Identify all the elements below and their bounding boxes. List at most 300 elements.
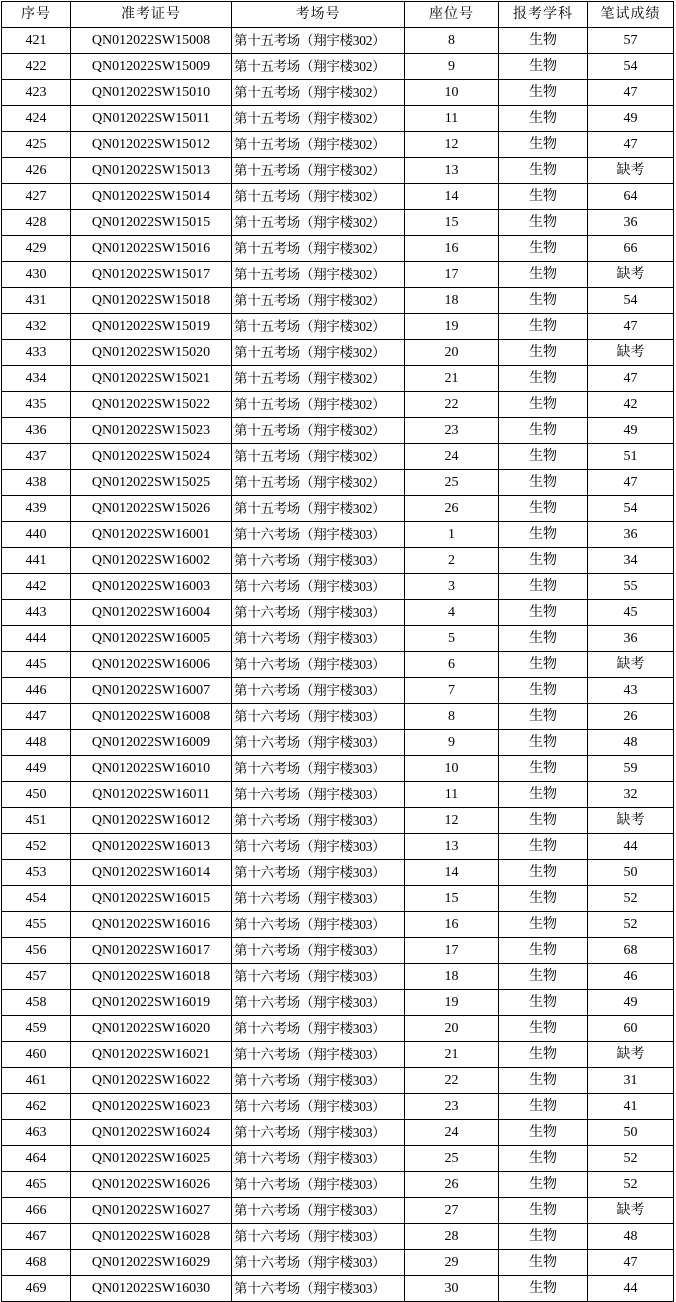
table-row xyxy=(2,392,674,418)
cell-subject: 生物 xyxy=(499,1250,588,1276)
cell-score: 44 xyxy=(588,834,674,860)
cell-room: 第十五考场（翔宇楼302） xyxy=(232,80,405,106)
cell-score: 缺考 xyxy=(588,262,674,288)
cell-score: 60 xyxy=(588,1016,674,1042)
table-row xyxy=(2,28,674,54)
table-row xyxy=(2,652,674,678)
cell-room: 第十六考场（翔宇楼303） xyxy=(232,912,405,938)
cell-serial: 446 xyxy=(2,678,71,704)
cell-score: 42 xyxy=(588,392,674,418)
cell-subject: 生物 xyxy=(499,912,588,938)
cell-subject: 生物 xyxy=(499,288,588,314)
cell-seat: 13 xyxy=(405,834,499,860)
table-row xyxy=(2,496,674,522)
cell-serial: 422 xyxy=(2,54,71,80)
cell-seat: 28 xyxy=(405,1224,499,1250)
cell-seat: 20 xyxy=(405,1016,499,1042)
cell-serial: 449 xyxy=(2,756,71,782)
cell-subject: 生物 xyxy=(499,470,588,496)
cell-room: 第十六考场（翔宇楼303） xyxy=(232,1146,405,1172)
table-row xyxy=(2,808,674,834)
cell-ticket: QN012022SW15011 xyxy=(71,106,232,132)
table-row xyxy=(2,938,674,964)
cell-score: 44 xyxy=(588,1276,674,1302)
table-row xyxy=(2,1198,674,1224)
cell-ticket: QN012022SW16016 xyxy=(71,912,232,938)
cell-seat: 10 xyxy=(405,80,499,106)
cell-serial: 443 xyxy=(2,600,71,626)
cell-seat: 22 xyxy=(405,392,499,418)
table-row xyxy=(2,834,674,860)
cell-score: 51 xyxy=(588,444,674,470)
cell-ticket: QN012022SW15017 xyxy=(71,262,232,288)
table-row xyxy=(2,990,674,1016)
table-row xyxy=(2,678,674,704)
table-row xyxy=(2,340,674,366)
cell-serial: 458 xyxy=(2,990,71,1016)
cell-seat: 25 xyxy=(405,470,499,496)
cell-seat: 23 xyxy=(405,418,499,444)
cell-ticket: QN012022SW16001 xyxy=(71,522,232,548)
cell-room: 第十六考场（翔宇楼303） xyxy=(232,704,405,730)
cell-ticket: QN012022SW16007 xyxy=(71,678,232,704)
table-row xyxy=(2,1146,674,1172)
cell-seat: 16 xyxy=(405,236,499,262)
cell-subject: 生物 xyxy=(499,678,588,704)
cell-score: 26 xyxy=(588,704,674,730)
cell-seat: 4 xyxy=(405,600,499,626)
cell-ticket: QN012022SW15026 xyxy=(71,496,232,522)
cell-subject: 生物 xyxy=(499,522,588,548)
cell-ticket: QN012022SW16019 xyxy=(71,990,232,1016)
cell-serial: 425 xyxy=(2,132,71,158)
cell-score: 32 xyxy=(588,782,674,808)
cell-serial: 468 xyxy=(2,1250,71,1276)
cell-subject: 生物 xyxy=(499,418,588,444)
cell-seat: 19 xyxy=(405,990,499,1016)
cell-subject: 生物 xyxy=(499,1198,588,1224)
cell-ticket: QN012022SW16027 xyxy=(71,1198,232,1224)
cell-room: 第十五考场（翔宇楼302） xyxy=(232,288,405,314)
header-row xyxy=(2,2,674,28)
cell-ticket: QN012022SW16015 xyxy=(71,886,232,912)
cell-seat: 26 xyxy=(405,1172,499,1198)
cell-serial: 445 xyxy=(2,652,71,678)
table-row xyxy=(2,470,674,496)
cell-serial: 434 xyxy=(2,366,71,392)
cell-subject: 生物 xyxy=(499,730,588,756)
cell-score: 缺考 xyxy=(588,158,674,184)
cell-room: 第十六考场（翔宇楼303） xyxy=(232,808,405,834)
cell-ticket: QN012022SW15020 xyxy=(71,340,232,366)
cell-ticket: QN012022SW15016 xyxy=(71,236,232,262)
cell-score: 47 xyxy=(588,132,674,158)
cell-ticket: QN012022SW15021 xyxy=(71,366,232,392)
cell-ticket: QN012022SW15015 xyxy=(71,210,232,236)
table-row xyxy=(2,886,674,912)
cell-room: 第十五考场（翔宇楼302） xyxy=(232,366,405,392)
cell-score: 47 xyxy=(588,366,674,392)
table-row xyxy=(2,158,674,184)
cell-serial: 465 xyxy=(2,1172,71,1198)
cell-score: 34 xyxy=(588,548,674,574)
cell-seat: 25 xyxy=(405,1146,499,1172)
cell-serial: 452 xyxy=(2,834,71,860)
cell-subject: 生物 xyxy=(499,262,588,288)
cell-room: 第十五考场（翔宇楼302） xyxy=(232,236,405,262)
table-row xyxy=(2,860,674,886)
cell-ticket: QN012022SW16024 xyxy=(71,1120,232,1146)
cell-room: 第十六考场（翔宇楼303） xyxy=(232,782,405,808)
cell-room: 第十六考场（翔宇楼303） xyxy=(232,1198,405,1224)
cell-seat: 20 xyxy=(405,340,499,366)
cell-serial: 469 xyxy=(2,1276,71,1302)
cell-room: 第十五考场（翔宇楼302） xyxy=(232,184,405,210)
cell-serial: 426 xyxy=(2,158,71,184)
cell-subject: 生物 xyxy=(499,600,588,626)
cell-seat: 30 xyxy=(405,1276,499,1302)
cell-subject: 生物 xyxy=(499,990,588,1016)
table-row xyxy=(2,964,674,990)
cell-subject: 生物 xyxy=(499,964,588,990)
cell-serial: 461 xyxy=(2,1068,71,1094)
cell-room: 第十五考场（翔宇楼302） xyxy=(232,340,405,366)
cell-score: 59 xyxy=(588,756,674,782)
cell-ticket: QN012022SW16003 xyxy=(71,574,232,600)
cell-serial: 459 xyxy=(2,1016,71,1042)
cell-seat: 26 xyxy=(405,496,499,522)
cell-serial: 438 xyxy=(2,470,71,496)
table-row xyxy=(2,54,674,80)
cell-subject: 生物 xyxy=(499,548,588,574)
table-row xyxy=(2,756,674,782)
cell-score: 45 xyxy=(588,600,674,626)
cell-ticket: QN012022SW16017 xyxy=(71,938,232,964)
cell-seat: 2 xyxy=(405,548,499,574)
cell-seat: 21 xyxy=(405,366,499,392)
cell-subject: 生物 xyxy=(499,106,588,132)
cell-subject: 生物 xyxy=(499,1120,588,1146)
cell-room: 第十六考场（翔宇楼303） xyxy=(232,860,405,886)
cell-score: 47 xyxy=(588,470,674,496)
cell-serial: 450 xyxy=(2,782,71,808)
table-row xyxy=(2,1224,674,1250)
cell-ticket: QN012022SW16026 xyxy=(71,1172,232,1198)
cell-seat: 8 xyxy=(405,28,499,54)
cell-serial: 440 xyxy=(2,522,71,548)
cell-serial: 428 xyxy=(2,210,71,236)
table-body xyxy=(2,28,674,1302)
cell-ticket: QN012022SW15023 xyxy=(71,418,232,444)
cell-ticket: QN012022SW15019 xyxy=(71,314,232,340)
cell-seat: 12 xyxy=(405,808,499,834)
cell-score: 66 xyxy=(588,236,674,262)
cell-room: 第十六考场（翔宇楼303） xyxy=(232,1172,405,1198)
cell-subject: 生物 xyxy=(499,132,588,158)
cell-subject: 生物 xyxy=(499,158,588,184)
cell-seat: 23 xyxy=(405,1094,499,1120)
cell-score: 52 xyxy=(588,912,674,938)
cell-seat: 14 xyxy=(405,860,499,886)
table-row xyxy=(2,418,674,444)
cell-serial: 453 xyxy=(2,860,71,886)
cell-score: 54 xyxy=(588,288,674,314)
cell-room: 第十五考场（翔宇楼302） xyxy=(232,28,405,54)
cell-score: 31 xyxy=(588,1068,674,1094)
cell-score: 缺考 xyxy=(588,808,674,834)
cell-room: 第十六考场（翔宇楼303） xyxy=(232,834,405,860)
cell-serial: 462 xyxy=(2,1094,71,1120)
cell-ticket: QN012022SW15013 xyxy=(71,158,232,184)
cell-score: 36 xyxy=(588,522,674,548)
cell-room: 第十六考场（翔宇楼303） xyxy=(232,600,405,626)
cell-score: 55 xyxy=(588,574,674,600)
cell-subject: 生物 xyxy=(499,834,588,860)
cell-score: 47 xyxy=(588,314,674,340)
cell-room: 第十六考场（翔宇楼303） xyxy=(232,678,405,704)
cell-ticket: QN012022SW16025 xyxy=(71,1146,232,1172)
cell-score: 49 xyxy=(588,418,674,444)
cell-room: 第十五考场（翔宇楼302） xyxy=(232,418,405,444)
cell-subject: 生物 xyxy=(499,184,588,210)
cell-ticket: QN012022SW16022 xyxy=(71,1068,232,1094)
table-row xyxy=(2,288,674,314)
table-row xyxy=(2,1094,674,1120)
cell-room: 第十五考场（翔宇楼302） xyxy=(232,54,405,80)
table-row xyxy=(2,1172,674,1198)
cell-seat: 11 xyxy=(405,782,499,808)
cell-room: 第十六考场（翔宇楼303） xyxy=(232,1016,405,1042)
cell-score: 54 xyxy=(588,496,674,522)
cell-serial: 460 xyxy=(2,1042,71,1068)
cell-seat: 15 xyxy=(405,886,499,912)
cell-score: 52 xyxy=(588,1172,674,1198)
cell-seat: 15 xyxy=(405,210,499,236)
cell-subject: 生物 xyxy=(499,1016,588,1042)
table-row xyxy=(2,626,674,652)
cell-score: 57 xyxy=(588,28,674,54)
cell-ticket: QN012022SW16012 xyxy=(71,808,232,834)
cell-room: 第十六考场（翔宇楼303） xyxy=(232,886,405,912)
cell-seat: 8 xyxy=(405,704,499,730)
cell-serial: 439 xyxy=(2,496,71,522)
cell-subject: 生物 xyxy=(499,366,588,392)
cell-score: 64 xyxy=(588,184,674,210)
table-row xyxy=(2,912,674,938)
cell-ticket: QN012022SW15022 xyxy=(71,392,232,418)
cell-score: 47 xyxy=(588,1250,674,1276)
cell-room: 第十六考场（翔宇楼303） xyxy=(232,1068,405,1094)
cell-seat: 10 xyxy=(405,756,499,782)
cell-ticket: QN012022SW16011 xyxy=(71,782,232,808)
cell-serial: 427 xyxy=(2,184,71,210)
cell-ticket: QN012022SW16029 xyxy=(71,1250,232,1276)
cell-ticket: QN012022SW16013 xyxy=(71,834,232,860)
cell-subject: 生物 xyxy=(499,236,588,262)
header-seat: 座位号 xyxy=(405,2,499,28)
cell-score: 49 xyxy=(588,990,674,1016)
cell-score: 缺考 xyxy=(588,1198,674,1224)
cell-room: 第十六考场（翔宇楼303） xyxy=(232,522,405,548)
cell-serial: 423 xyxy=(2,80,71,106)
table-row xyxy=(2,106,674,132)
cell-room: 第十六考场（翔宇楼303） xyxy=(232,652,405,678)
cell-score: 41 xyxy=(588,1094,674,1120)
cell-subject: 生物 xyxy=(499,54,588,80)
cell-serial: 456 xyxy=(2,938,71,964)
cell-seat: 12 xyxy=(405,132,499,158)
table-row xyxy=(2,210,674,236)
cell-seat: 14 xyxy=(405,184,499,210)
cell-room: 第十五考场（翔宇楼302） xyxy=(232,158,405,184)
cell-serial: 463 xyxy=(2,1120,71,1146)
table-row xyxy=(2,236,674,262)
table-row xyxy=(2,704,674,730)
cell-room: 第十五考场（翔宇楼302） xyxy=(232,262,405,288)
cell-ticket: QN012022SW16021 xyxy=(71,1042,232,1068)
cell-serial: 454 xyxy=(2,886,71,912)
cell-score: 52 xyxy=(588,886,674,912)
cell-score: 43 xyxy=(588,678,674,704)
cell-ticket: QN012022SW16023 xyxy=(71,1094,232,1120)
cell-subject: 生物 xyxy=(499,782,588,808)
cell-subject: 生物 xyxy=(499,28,588,54)
cell-seat: 24 xyxy=(405,1120,499,1146)
cell-room: 第十六考场（翔宇楼303） xyxy=(232,1120,405,1146)
cell-score: 48 xyxy=(588,730,674,756)
cell-serial: 447 xyxy=(2,704,71,730)
cell-seat: 13 xyxy=(405,158,499,184)
cell-subject: 生物 xyxy=(499,1068,588,1094)
header-score: 笔试成绩 xyxy=(588,2,674,28)
cell-serial: 430 xyxy=(2,262,71,288)
cell-room: 第十五考场（翔宇楼302） xyxy=(232,106,405,132)
cell-seat: 16 xyxy=(405,912,499,938)
cell-room: 第十六考场（翔宇楼303） xyxy=(232,1094,405,1120)
cell-score: 46 xyxy=(588,964,674,990)
cell-ticket: QN012022SW16005 xyxy=(71,626,232,652)
cell-score: 缺考 xyxy=(588,1042,674,1068)
cell-room: 第十五考场（翔宇楼302） xyxy=(232,392,405,418)
table-row xyxy=(2,80,674,106)
table-row xyxy=(2,730,674,756)
cell-seat: 6 xyxy=(405,652,499,678)
cell-subject: 生物 xyxy=(499,938,588,964)
cell-serial: 437 xyxy=(2,444,71,470)
cell-score: 54 xyxy=(588,54,674,80)
cell-ticket: QN012022SW16020 xyxy=(71,1016,232,1042)
cell-seat: 17 xyxy=(405,938,499,964)
cell-room: 第十六考场（翔宇楼303） xyxy=(232,1250,405,1276)
cell-subject: 生物 xyxy=(499,860,588,886)
table-row xyxy=(2,262,674,288)
cell-ticket: QN012022SW15018 xyxy=(71,288,232,314)
cell-ticket: QN012022SW15012 xyxy=(71,132,232,158)
table-row xyxy=(2,1068,674,1094)
cell-subject: 生物 xyxy=(499,496,588,522)
table-row xyxy=(2,600,674,626)
cell-serial: 464 xyxy=(2,1146,71,1172)
cell-ticket: QN012022SW15014 xyxy=(71,184,232,210)
cell-room: 第十五考场（翔宇楼302） xyxy=(232,210,405,236)
cell-room: 第十六考场（翔宇楼303） xyxy=(232,1276,405,1302)
table-row xyxy=(2,1016,674,1042)
table-row xyxy=(2,314,674,340)
cell-room: 第十六考场（翔宇楼303） xyxy=(232,756,405,782)
cell-seat: 22 xyxy=(405,1068,499,1094)
table-row xyxy=(2,132,674,158)
cell-room: 第十六考场（翔宇楼303） xyxy=(232,1042,405,1068)
cell-seat: 18 xyxy=(405,288,499,314)
header-ticket: 准考证号 xyxy=(71,2,232,28)
cell-subject: 生物 xyxy=(499,1172,588,1198)
cell-ticket: QN012022SW16009 xyxy=(71,730,232,756)
cell-ticket: QN012022SW16010 xyxy=(71,756,232,782)
cell-ticket: QN012022SW16008 xyxy=(71,704,232,730)
cell-subject: 生物 xyxy=(499,444,588,470)
cell-ticket: QN012022SW15025 xyxy=(71,470,232,496)
cell-room: 第十六考场（翔宇楼303） xyxy=(232,730,405,756)
cell-seat: 1 xyxy=(405,522,499,548)
cell-score: 50 xyxy=(588,860,674,886)
cell-seat: 3 xyxy=(405,574,499,600)
cell-ticket: QN012022SW16030 xyxy=(71,1276,232,1302)
cell-room: 第十六考场（翔宇楼303） xyxy=(232,1224,405,1250)
cell-room: 第十五考场（翔宇楼302） xyxy=(232,444,405,470)
cell-ticket: QN012022SW16004 xyxy=(71,600,232,626)
cell-room: 第十五考场（翔宇楼302） xyxy=(232,314,405,340)
table-row xyxy=(2,548,674,574)
cell-room: 第十六考场（翔宇楼303） xyxy=(232,574,405,600)
header-room: 考场号 xyxy=(232,2,405,28)
table-row xyxy=(2,1120,674,1146)
cell-ticket: QN012022SW15008 xyxy=(71,28,232,54)
cell-subject: 生物 xyxy=(499,704,588,730)
cell-subject: 生物 xyxy=(499,1276,588,1302)
cell-subject: 生物 xyxy=(499,626,588,652)
cell-room: 第十五考场（翔宇楼302） xyxy=(232,470,405,496)
cell-serial: 467 xyxy=(2,1224,71,1250)
cell-subject: 生物 xyxy=(499,1146,588,1172)
cell-seat: 9 xyxy=(405,730,499,756)
cell-score: 50 xyxy=(588,1120,674,1146)
cell-ticket: QN012022SW15024 xyxy=(71,444,232,470)
cell-score: 52 xyxy=(588,1146,674,1172)
cell-ticket: QN012022SW16018 xyxy=(71,964,232,990)
cell-serial: 448 xyxy=(2,730,71,756)
cell-serial: 429 xyxy=(2,236,71,262)
cell-room: 第十六考场（翔宇楼303） xyxy=(232,548,405,574)
cell-seat: 19 xyxy=(405,314,499,340)
cell-serial: 431 xyxy=(2,288,71,314)
cell-subject: 生物 xyxy=(499,808,588,834)
cell-subject: 生物 xyxy=(499,1094,588,1120)
cell-subject: 生物 xyxy=(499,652,588,678)
cell-seat: 21 xyxy=(405,1042,499,1068)
cell-serial: 435 xyxy=(2,392,71,418)
cell-ticket: QN012022SW16028 xyxy=(71,1224,232,1250)
cell-score: 47 xyxy=(588,80,674,106)
cell-serial: 441 xyxy=(2,548,71,574)
cell-score: 缺考 xyxy=(588,652,674,678)
cell-room: 第十六考场（翔宇楼303） xyxy=(232,938,405,964)
cell-seat: 17 xyxy=(405,262,499,288)
cell-seat: 9 xyxy=(405,54,499,80)
cell-subject: 生物 xyxy=(499,574,588,600)
table-row xyxy=(2,1042,674,1068)
cell-seat: 29 xyxy=(405,1250,499,1276)
cell-score: 49 xyxy=(588,106,674,132)
